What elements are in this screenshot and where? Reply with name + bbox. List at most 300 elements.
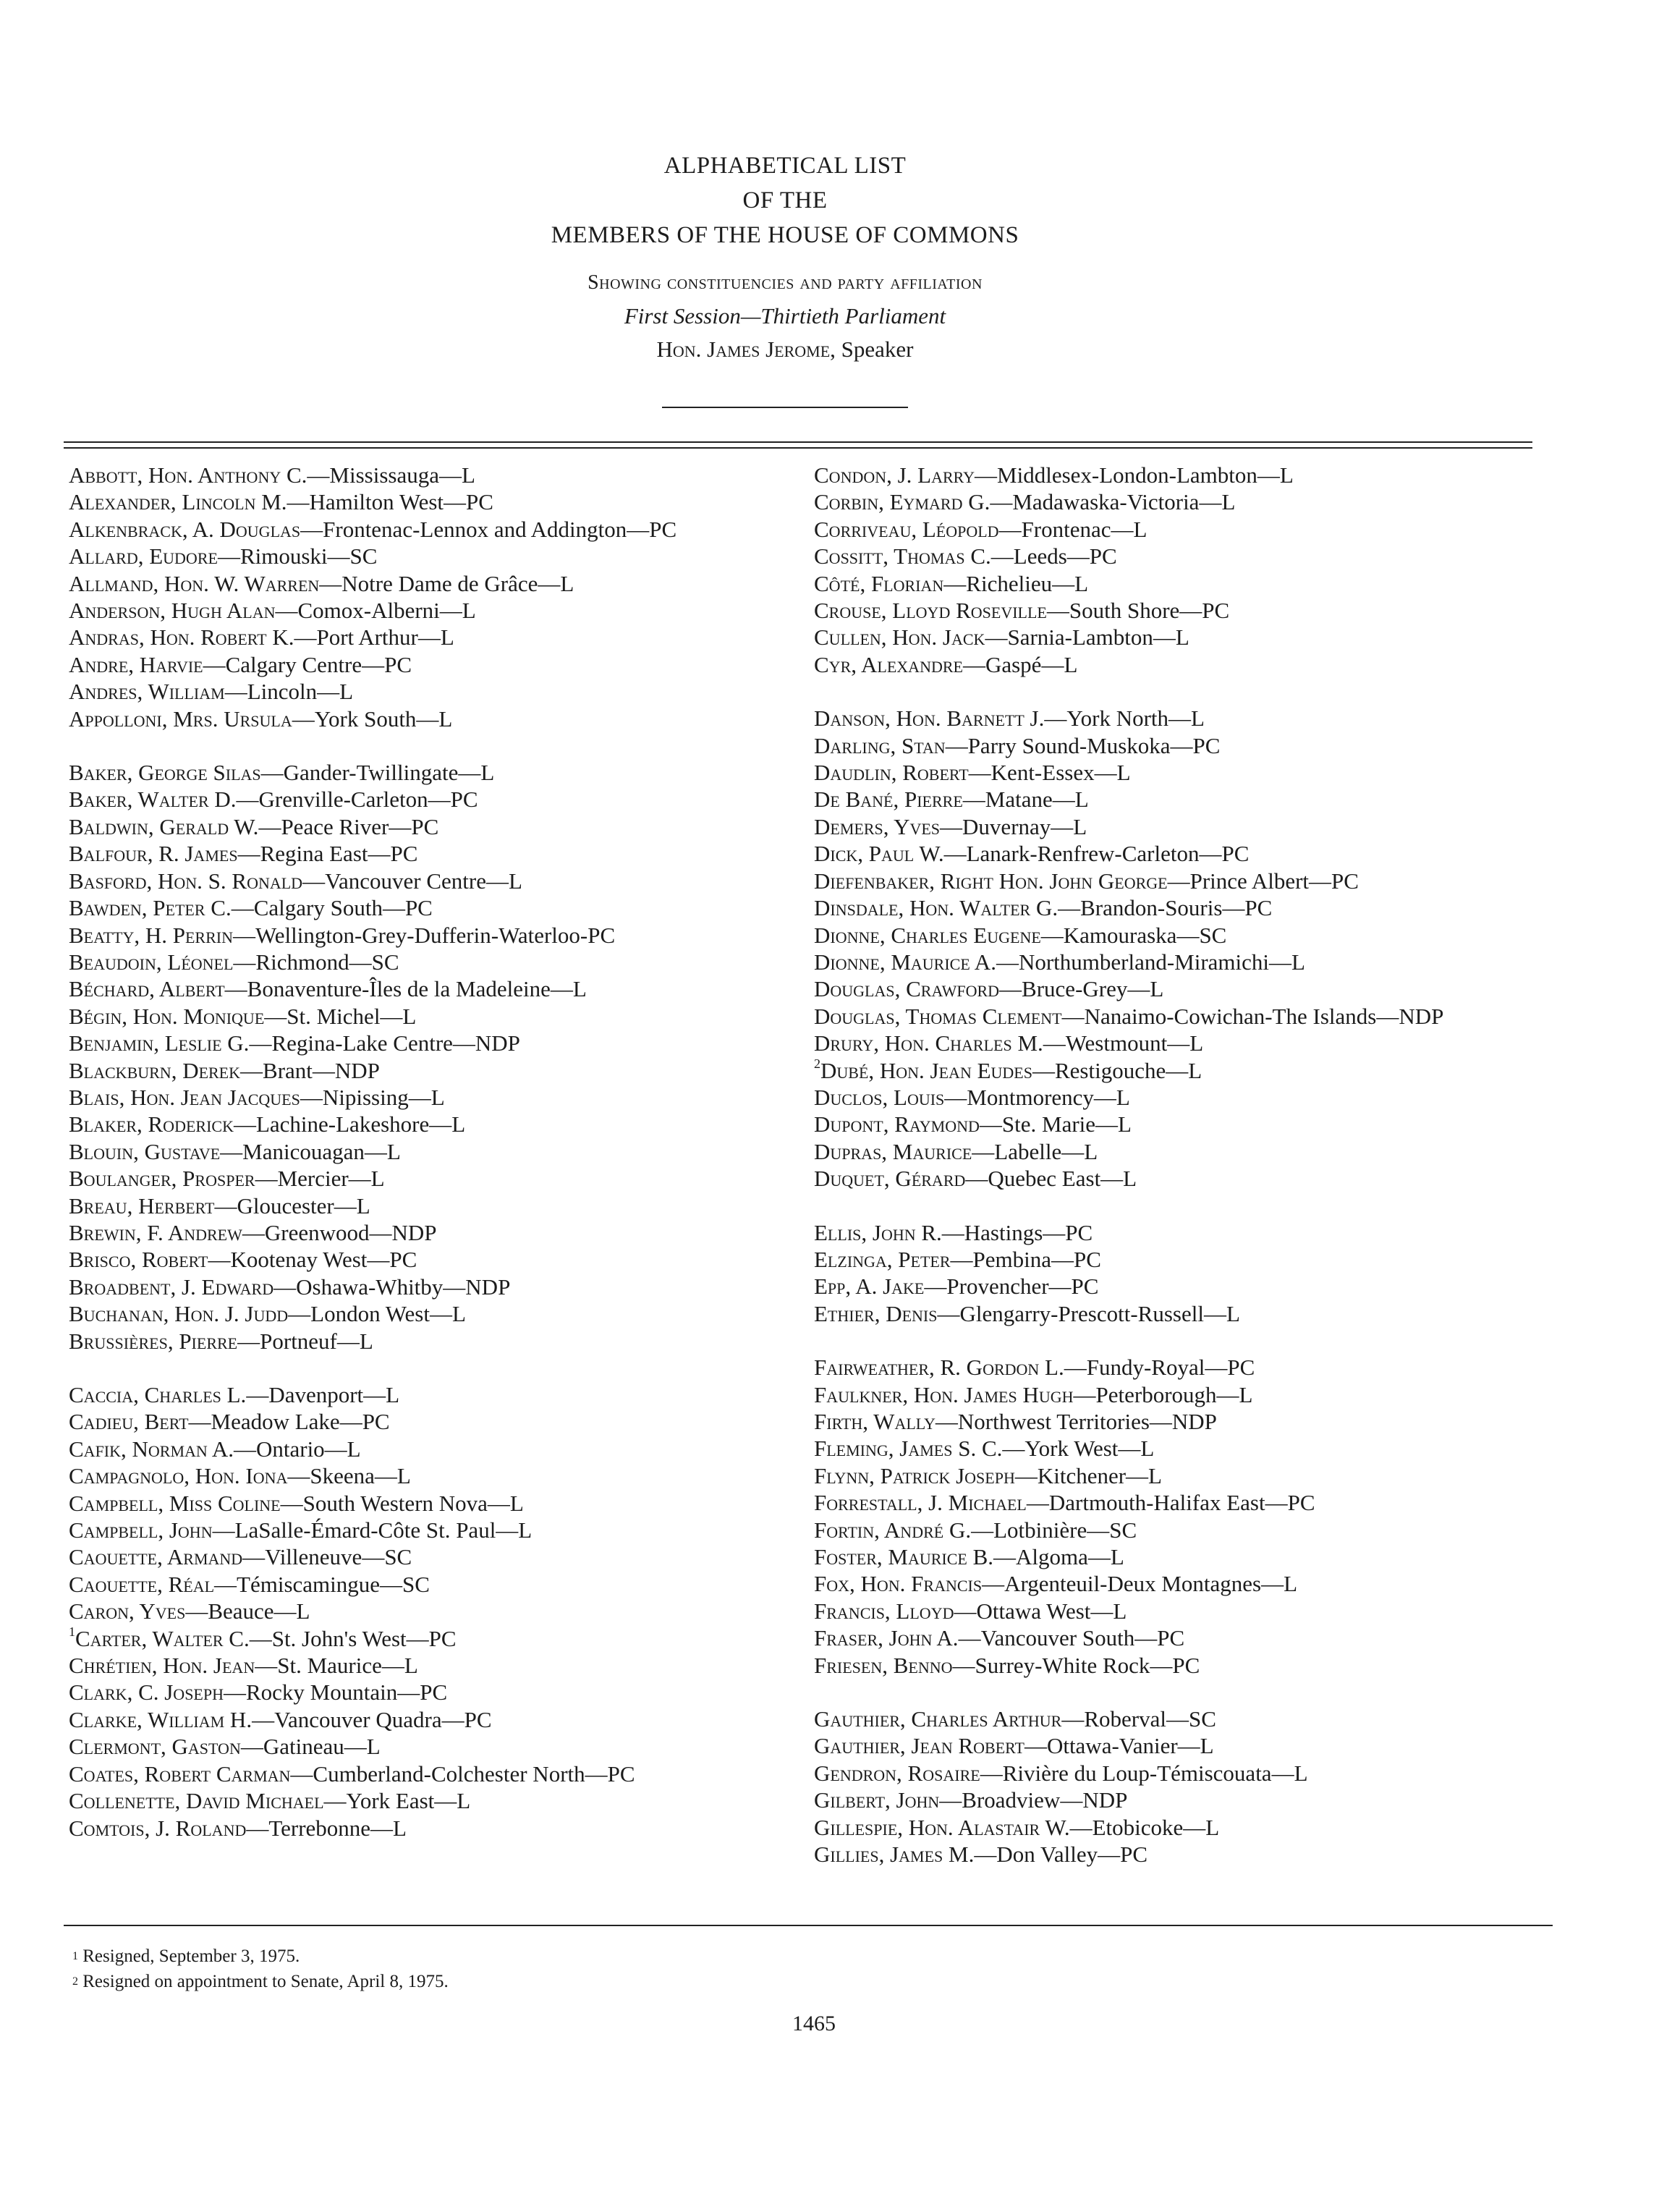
constituency-party: —London West—L xyxy=(288,1301,466,1327)
title-line-3: MEMBERS OF THE HOUSE OF COMMONS xyxy=(551,222,1019,248)
member-entry xyxy=(814,1462,1552,1489)
member-name: Darling, Stan xyxy=(814,732,946,758)
member-entry xyxy=(814,759,1552,786)
constituency-party: —Hamilton West—PC xyxy=(287,489,493,515)
constituency-party: —Port Arthur—L xyxy=(294,624,454,651)
member-name: Dionne, Maurice A. xyxy=(814,949,996,975)
member-entry xyxy=(69,786,807,813)
member-entry xyxy=(69,705,807,732)
constituency-party: —Pembina—PC xyxy=(950,1246,1101,1272)
constituency-party: —South Western Nova—L xyxy=(280,1490,524,1516)
member-entry xyxy=(814,1570,1552,1597)
member-entry xyxy=(69,759,807,786)
member-name: Dionne, Charles Eugene xyxy=(814,922,1041,948)
constituency-party: —Vancouver Centre—L xyxy=(302,868,522,894)
member-entry xyxy=(814,1408,1552,1435)
member-entry xyxy=(69,1328,807,1355)
speaker-name: Hon. James Jerome xyxy=(656,336,831,362)
constituency-party: —Leeds—PC xyxy=(990,543,1117,569)
member-name: Carter, Walter C. xyxy=(75,1625,250,1651)
constituency-party: —Frontenac-Lennox and Addington—PC xyxy=(300,516,677,542)
constituency-party: —Frontenac—L xyxy=(998,516,1147,542)
member-name: Epp, A. Jake xyxy=(814,1274,925,1300)
constituency-party: —Kamouraska—SC xyxy=(1040,922,1227,948)
member-entry xyxy=(814,1030,1552,1056)
constituency-party: —Villeneuve—SC xyxy=(242,1544,412,1570)
constituency-party: —Mercier—L xyxy=(255,1166,385,1192)
member-name: Appolloni, Mrs. Ursula xyxy=(69,705,292,732)
member-name: Crouse, Lloyd Roseville xyxy=(814,598,1047,624)
member-name: Forrestall, J. Michael xyxy=(814,1490,1027,1516)
member-name: Baker, Walter D. xyxy=(69,787,237,813)
member-name: Caouette, Réal xyxy=(69,1571,215,1597)
member-entry xyxy=(69,922,807,949)
section-gap xyxy=(69,1355,807,1381)
member-name: Baldwin, Gerald W. xyxy=(69,813,259,839)
section-gap xyxy=(814,678,1552,705)
constituency-party: —Northumberland-Miramichi—L xyxy=(996,949,1305,975)
member-name: Gillespie, Hon. Alastair W. xyxy=(814,1814,1070,1840)
member-entry xyxy=(814,1273,1552,1300)
footnote-marker: 1 xyxy=(69,1624,75,1639)
member-name: Cafik, Norman A. xyxy=(69,1436,234,1462)
member-entry xyxy=(814,570,1552,597)
constituency-party: —South Shore—PC xyxy=(1046,598,1230,624)
section-gap xyxy=(814,1192,1552,1219)
member-name: Buchanan, Hon. J. Judd xyxy=(69,1301,289,1327)
member-name: Duclos, Louis xyxy=(814,1084,945,1110)
member-entry xyxy=(814,1003,1552,1030)
member-name: Blais, Hon. Jean Jacques xyxy=(69,1084,300,1110)
member-entry xyxy=(814,1624,1552,1651)
constituency-party: —Peterborough—L xyxy=(1073,1381,1253,1407)
bottom-rule xyxy=(64,1925,1553,1926)
members-column-right xyxy=(814,462,1552,1868)
member-name: Campbell, Miss Coline xyxy=(69,1490,281,1516)
member-entry xyxy=(814,462,1552,488)
footnote xyxy=(72,1969,449,1994)
member-entry xyxy=(69,894,807,921)
member-entry xyxy=(69,1030,807,1056)
constituency-party: —Lincoln—L xyxy=(224,679,354,705)
member-entry xyxy=(814,1598,1552,1624)
member-entry xyxy=(814,813,1552,840)
member-name: Fraser, John A. xyxy=(814,1625,959,1651)
member-name: Ethier, Denis xyxy=(814,1300,938,1326)
footnote-number: 1 xyxy=(72,1950,78,1962)
member-name: Comtois, J. Roland xyxy=(69,1815,247,1841)
speaker-suffix: , Speaker xyxy=(830,336,914,362)
footnote xyxy=(72,1944,449,1969)
member-name: Clarke, William H. xyxy=(69,1706,253,1732)
member-entry xyxy=(69,1436,807,1462)
member-entry xyxy=(69,949,807,975)
member-entry xyxy=(69,1787,807,1814)
member-name: Fleming, James S. C. xyxy=(814,1436,1003,1462)
constituency-party: —Algoma—L xyxy=(993,1544,1124,1570)
footnote-text: Resigned on appointment to Senate, April 8, 1975. xyxy=(82,1972,449,1991)
constituency-party: —Oshawa-Whitby—NDP xyxy=(273,1274,511,1300)
member-entry xyxy=(69,1057,807,1084)
member-entry xyxy=(814,1841,1552,1868)
constituency-party: —Beauce—L xyxy=(185,1598,310,1624)
member-name: Caron, Yves xyxy=(69,1598,186,1624)
constituency-party: —Labelle—L xyxy=(972,1138,1098,1164)
member-name: Clermont, Gaston xyxy=(69,1734,241,1760)
member-entry xyxy=(814,1165,1552,1192)
member-name: Allard, Eudore xyxy=(69,543,218,569)
member-entry xyxy=(814,868,1552,894)
member-name: Dupras, Maurice xyxy=(814,1138,972,1164)
constituency-party: —Rimouski—SC xyxy=(217,543,378,569)
constituency-party: —Notre Dame de Grâce—L xyxy=(319,570,574,596)
member-name: Diefenbaker, Right Hon. John George xyxy=(814,868,1168,894)
footnote-number: 2 xyxy=(72,1975,78,1988)
members-column-left xyxy=(69,462,807,1842)
constituency-party: —Sarnia-Lambton—L xyxy=(985,624,1189,651)
member-entry xyxy=(69,1462,807,1489)
member-name: Cossitt, Thomas C. xyxy=(814,543,991,569)
member-entry xyxy=(69,1300,807,1327)
member-name: Faulkner, Hon. James Hugh xyxy=(814,1381,1074,1407)
constituency-party: —Manicouagan—L xyxy=(220,1138,401,1164)
member-name: Clark, C. Joseph xyxy=(69,1679,224,1705)
member-entry xyxy=(69,1571,807,1598)
member-name: Dinsdale, Hon. Walter G. xyxy=(814,895,1059,921)
constituency-party: —Gander-Twillingate—L xyxy=(260,760,495,786)
member-entry xyxy=(814,597,1552,624)
member-name: Baker, George Silas xyxy=(69,760,261,786)
member-name: Andre, Harvie xyxy=(69,651,203,677)
session-line: First Session—Thirtieth Parliament xyxy=(624,303,946,329)
subtitle: Showing constituencies and party affiliation xyxy=(587,271,983,294)
member-entry xyxy=(69,1381,807,1408)
member-name: Benjamin, Leslie G. xyxy=(69,1030,250,1056)
member-entry xyxy=(814,1489,1552,1516)
constituency-party: —Westmount—L xyxy=(1043,1030,1204,1056)
member-entry xyxy=(69,840,807,867)
constituency-party: —Provencher—PC xyxy=(924,1274,1099,1300)
constituency-party: —Brandon-Souris—PC xyxy=(1058,895,1273,921)
member-entry xyxy=(814,894,1552,921)
constituency-party: —Gaspé—L xyxy=(962,651,1078,677)
member-entry xyxy=(69,1679,807,1705)
member-entry xyxy=(814,1652,1552,1679)
member-name: Collenette, David Michael xyxy=(69,1788,324,1814)
member-name: Beaudoin, Léonel xyxy=(69,949,234,975)
member-entry xyxy=(814,1354,1552,1381)
constituency-party: —Nanaimo-Cowichan-The Islands—NDP xyxy=(1061,1003,1444,1029)
constituency-party: —Regina East—PC xyxy=(237,841,418,867)
constituency-party: —Cumberland-Colchester North—PC xyxy=(290,1760,635,1787)
member-entry xyxy=(69,1733,807,1760)
member-name: Condon, J. Larry xyxy=(814,462,975,488)
constituency-party: —Rivière du Loup-Témiscouata—L xyxy=(980,1760,1308,1786)
member-name: Fox, Hon. Francis xyxy=(814,1571,983,1597)
member-name: Demers, Yves xyxy=(814,813,941,839)
member-entry xyxy=(69,597,807,624)
header-short-rule xyxy=(662,407,908,408)
constituency-party: —York East—L xyxy=(323,1788,471,1814)
member-name: Firth, Wally xyxy=(814,1409,936,1434)
footnotes xyxy=(72,1944,449,1994)
member-entry xyxy=(814,1543,1552,1570)
constituency-party: —Grenville-Carleton—PC xyxy=(236,787,478,813)
member-entry xyxy=(69,516,807,543)
constituency-party: —Glengarry-Prescott-Russell—L xyxy=(937,1300,1240,1326)
member-name: Cyr, Alexandre xyxy=(814,651,963,677)
member-name: Duquet, Gérard xyxy=(814,1166,966,1192)
member-entry xyxy=(814,651,1552,678)
member-name: Corbin, Eymard G. xyxy=(814,489,990,515)
member-name: Brussières, Pierre xyxy=(69,1328,238,1354)
constituency-party: —Richmond—SC xyxy=(233,949,399,975)
member-name: Cadieu, Bert xyxy=(69,1409,189,1435)
member-entry xyxy=(69,543,807,569)
constituency-party: —Gloucester—L xyxy=(214,1192,370,1219)
member-entry xyxy=(814,1381,1552,1408)
member-name: Douglas, Thomas Clement xyxy=(814,1003,1062,1029)
constituency-party: —York South—L xyxy=(292,705,453,732)
member-entry xyxy=(814,840,1552,867)
member-entry xyxy=(69,1192,807,1219)
constituency-party: —Regina-Lake Centre—NDP xyxy=(249,1030,520,1056)
member-entry xyxy=(814,516,1552,543)
member-entry xyxy=(814,1084,1552,1111)
member-name: Cullen, Hon. Jack xyxy=(814,624,985,651)
constituency-party: —Greenwood—NDP xyxy=(242,1219,437,1245)
member-entry xyxy=(69,1760,807,1787)
constituency-party: —Lotbinière—SC xyxy=(971,1517,1137,1543)
member-name: Blaker, Roderick xyxy=(69,1111,234,1137)
constituency-party: —Comox-Alberni—L xyxy=(275,598,476,624)
constituency-party: —Duvernay—L xyxy=(940,813,1087,839)
constituency-party: —Peace River—PC xyxy=(258,813,439,839)
member-name: Daudlin, Robert xyxy=(814,760,969,786)
member-name: Campagnolo, Hon. Iona xyxy=(69,1463,288,1489)
constituency-party: —Prince Albert—PC xyxy=(1167,868,1359,894)
member-name: Anderson, Hugh Alan xyxy=(69,598,276,624)
member-entry xyxy=(69,624,807,651)
member-name: Gauthier, Jean Robert xyxy=(814,1733,1024,1759)
member-entry xyxy=(814,786,1552,813)
constituency-party: —Calgary South—PC xyxy=(231,895,433,921)
constituency-party: —Témiscamingue—SC xyxy=(214,1571,430,1597)
member-entry xyxy=(814,949,1552,975)
constituency-party: —Rocky Mountain—PC xyxy=(224,1679,448,1705)
member-name: Côté, Florian xyxy=(814,570,944,596)
member-entry xyxy=(814,732,1552,759)
member-entry xyxy=(814,1787,1552,1813)
speaker-line xyxy=(0,336,1570,363)
constituency-party: —Parry Sound-Muskoka—PC xyxy=(945,732,1221,758)
member-name: Gendron, Rosaire xyxy=(814,1760,980,1786)
constituency-party: —Wellington-Grey-Dufferin-Waterloo-PC xyxy=(232,922,616,948)
member-name: Gilbert, John xyxy=(814,1787,940,1813)
member-entry xyxy=(69,1084,807,1111)
member-name: Brewin, F. Andrew xyxy=(69,1219,242,1245)
footnote-marker: 2 xyxy=(814,1056,820,1071)
member-name: Béchard, Albert xyxy=(69,976,225,1002)
constituency-party: —Quebec East—L xyxy=(965,1166,1137,1192)
member-name: De Bané, Pierre xyxy=(814,787,963,813)
member-entry xyxy=(69,678,807,705)
member-entry xyxy=(814,624,1552,651)
constituency-party: —York North—L xyxy=(1044,705,1205,732)
constituency-party: —Ottawa-Vanier—L xyxy=(1024,1733,1214,1759)
member-name: Dupont, Raymond xyxy=(814,1111,980,1137)
member-entry xyxy=(69,1652,807,1679)
title-line-1: ALPHABETICAL LIST xyxy=(663,153,907,179)
constituency-party: —Kootenay West—PC xyxy=(208,1247,417,1273)
member-name: Corriveau, Léopold xyxy=(814,516,999,542)
constituency-party: —Bruce-Grey—L xyxy=(999,976,1164,1002)
member-name: Breau, Herbert xyxy=(69,1192,215,1219)
member-name: Drury, Hon. Charles M. xyxy=(814,1030,1043,1056)
member-entry xyxy=(814,488,1552,515)
member-name: Basford, Hon. S. Ronald xyxy=(69,868,303,894)
constituency-party: —Lanark-Renfrew-Carleton—PC xyxy=(943,841,1250,867)
constituency-party: —Matane—L xyxy=(962,787,1089,813)
double-rule xyxy=(64,441,1532,449)
member-entry xyxy=(69,1165,807,1192)
constituency-party: —St. Michel—L xyxy=(264,1003,417,1029)
member-entry xyxy=(814,705,1552,732)
member-name: Flynn, Patrick Joseph xyxy=(814,1462,1015,1488)
member-name: Brisco, Robert xyxy=(69,1247,208,1273)
member-entry xyxy=(814,1300,1552,1327)
member-entry xyxy=(69,462,807,488)
member-name: Gauthier, Charles Arthur xyxy=(814,1706,1062,1732)
member-name: Andras, Hon. Robert K. xyxy=(69,624,294,651)
constituency-party: —Skeena—L xyxy=(287,1463,411,1489)
member-entry xyxy=(69,651,807,678)
member-name: Dubé, Hon. Jean Eudes xyxy=(820,1057,1032,1083)
constituency-party: —York West—L xyxy=(1002,1436,1155,1462)
constituency-party: —Fundy-Royal—PC xyxy=(1064,1355,1255,1381)
section-gap xyxy=(69,732,807,759)
constituency-party: —St. John's West—PC xyxy=(249,1625,457,1651)
member-name: Balfour, R. James xyxy=(69,841,238,867)
member-name: Francis, Lloyd xyxy=(814,1598,954,1624)
constituency-party: —St. Maurice—L xyxy=(255,1653,418,1679)
constituency-party: —Don Valley—PC xyxy=(974,1842,1148,1868)
member-entry xyxy=(814,922,1552,949)
member-entry xyxy=(814,1705,1552,1732)
member-entry xyxy=(814,1219,1552,1246)
member-entry xyxy=(814,1517,1552,1543)
constituency-party: —Madawaska-Victoria—L xyxy=(990,489,1236,515)
member-entry xyxy=(814,1760,1552,1787)
constituency-party: —Broadview—NDP xyxy=(939,1787,1128,1813)
member-name: Caccia, Charles L. xyxy=(69,1382,247,1407)
member-entry xyxy=(69,1625,807,1652)
constituency-party: —Restigouche—L xyxy=(1032,1057,1202,1083)
member-entry xyxy=(69,1246,807,1273)
member-entry xyxy=(69,1408,807,1435)
member-name: Foster, Maurice B. xyxy=(814,1544,994,1570)
member-entry xyxy=(814,1138,1552,1165)
member-entry xyxy=(69,1003,807,1030)
member-entry xyxy=(814,543,1552,569)
constituency-party: —Brant—NDP xyxy=(240,1057,380,1083)
member-name: Campbell, John xyxy=(69,1517,213,1543)
member-name: Douglas, Crawford xyxy=(814,976,1000,1002)
constituency-party: —Vancouver Quadra—PC xyxy=(252,1706,492,1732)
member-name: Friesen, Benno xyxy=(814,1652,953,1678)
member-name: Alexander, Lincoln M. xyxy=(69,489,287,515)
constituency-party: —Surrey-White Rock—PC xyxy=(952,1652,1200,1678)
constituency-party: —Kent-Essex—L xyxy=(968,760,1131,786)
member-name: Elzinga, Peter xyxy=(814,1246,951,1272)
member-name: Chrétien, Hon. Jean xyxy=(69,1653,255,1679)
member-entry xyxy=(69,1543,807,1570)
member-name: Beatty, H. Perrin xyxy=(69,922,233,948)
constituency-party: —Kitchener—L xyxy=(1014,1462,1162,1488)
member-name: Gillies, James M. xyxy=(814,1842,975,1868)
member-entry xyxy=(814,1732,1552,1759)
constituency-party: —Gatineau—L xyxy=(240,1734,381,1760)
member-entry xyxy=(814,1111,1552,1137)
member-entry xyxy=(69,868,807,894)
member-name: Abbott, Hon. Anthony C. xyxy=(69,462,307,488)
constituency-party: —Ste. Marie—L xyxy=(979,1111,1132,1137)
constituency-party: —Vancouver South—PC xyxy=(958,1625,1185,1651)
member-name: Bégin, Hon. Monique xyxy=(69,1003,265,1029)
member-entry xyxy=(69,1274,807,1300)
member-name: Ellis, John R. xyxy=(814,1219,942,1245)
member-entry xyxy=(69,975,807,1002)
member-entry xyxy=(69,1138,807,1165)
constituency-party: —Nipissing—L xyxy=(300,1084,445,1110)
member-entry xyxy=(814,1814,1552,1841)
constituency-party: —Montmorency—L xyxy=(944,1084,1130,1110)
constituency-party: —Ottawa West—L xyxy=(954,1598,1127,1624)
constituency-party: —Argenteuil-Deux Montagnes—L xyxy=(982,1571,1298,1597)
member-name: Caouette, Armand xyxy=(69,1544,243,1570)
constituency-party: —Middlesex-London-Lambton—L xyxy=(975,462,1294,488)
member-entry xyxy=(69,488,807,515)
member-name: Alkenbrack, A. Douglas xyxy=(69,516,301,542)
constituency-party: —Terrebonne—L xyxy=(246,1815,407,1841)
member-entry xyxy=(814,1057,1552,1084)
page-header xyxy=(0,148,1570,363)
member-entry xyxy=(69,1490,807,1517)
member-name: Andres, William xyxy=(69,679,225,705)
member-entry xyxy=(69,1598,807,1624)
constituency-party: —Hastings—PC xyxy=(941,1219,1093,1245)
constituency-party: —LaSalle-Émard-Côte St. Paul—L xyxy=(212,1517,533,1543)
constituency-party: —Bonaventure-Îles de la Madeleine—L xyxy=(224,976,587,1002)
member-name: Dick, Paul W. xyxy=(814,841,944,867)
member-entry xyxy=(814,1435,1552,1462)
constituency-party: —Northwest Territories—NDP xyxy=(935,1409,1217,1434)
constituency-party: —Lachine-Lakeshore—L xyxy=(233,1111,466,1137)
member-entry xyxy=(69,570,807,597)
member-name: Boulanger, Prosper xyxy=(69,1166,255,1192)
constituency-party: —Dartmouth-Halifax East—PC xyxy=(1026,1490,1315,1516)
member-entry xyxy=(69,1517,807,1543)
member-name: Fairweather, R. Gordon L. xyxy=(814,1355,1064,1381)
member-name: Bawden, Peter C. xyxy=(69,895,232,921)
member-name: Blouin, Gustave xyxy=(69,1138,221,1164)
member-name: Blackburn, Derek xyxy=(69,1057,241,1083)
constituency-party: —Etobicoke—L xyxy=(1069,1814,1220,1840)
constituency-party: —Roberval—SC xyxy=(1061,1706,1216,1732)
constituency-party: —Ontario—L xyxy=(233,1436,361,1462)
section-gap xyxy=(814,1327,1552,1354)
member-entry xyxy=(69,1219,807,1246)
